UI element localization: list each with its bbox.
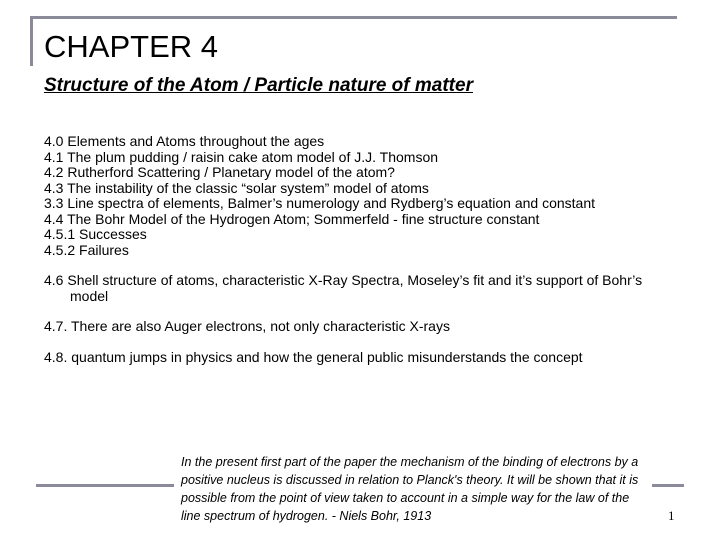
toc-item-4-7: 4.7. There are also Auger electrons, not only characteristic X-rays bbox=[44, 318, 450, 334]
footer-rule-left bbox=[36, 484, 174, 487]
slide-title: CHAPTER 4 bbox=[44, 29, 218, 64]
slide-subtitle: Structure of the Atom / Particle nature of matter bbox=[44, 75, 473, 96]
toc-item-4-0: 4.0 Elements and Atoms throughout the ages bbox=[44, 133, 325, 149]
toc-item-4-3: 4.3 The instability of the classic “solar system” model of atoms bbox=[44, 179, 429, 196]
page-number: 1 bbox=[668, 508, 675, 523]
table-of-contents bbox=[44, 134, 644, 365]
toc-item-4-5-1: 4.5.1 Successes bbox=[44, 226, 147, 242]
quote-text: In the present first part of the paper the mechanism of the binding of electrons by a positive nucleus is discussed in relation to Planck's theory. It will be shown that it is possible from the point of view taken to account in a simple way for the law of the line spectrum of hydrogen. bbox=[181, 455, 639, 523]
frame-left-line bbox=[30, 16, 33, 66]
toc-item-3-3: 3.3 Line spectra of elements, Balmer’s numerology and Rydberg’s equation and constant bbox=[44, 195, 596, 211]
toc-item-4-4: 4.4 The Bohr Model of the Hydrogen Atom; Sommerfeld - fine structure constant bbox=[44, 210, 540, 227]
toc-item-4-5-2: 4.5.2 Failures bbox=[44, 241, 129, 258]
frame-top-line bbox=[30, 16, 677, 19]
toc-item-4-2: 4.2 Rutherford Scattering / Planetary model of the atom? bbox=[44, 164, 395, 180]
toc-item-4-1: 4.1 The plum pudding / raisin cake atom model of J.J. Thomson bbox=[44, 148, 439, 165]
bohr-quote bbox=[181, 453, 651, 525]
toc-item-4-6: 4.6 Shell structure of atoms, characteristic X-Ray Spectra, Moseley’s fit and it’s support of Bohr’s model bbox=[44, 272, 643, 304]
footer-rule-right bbox=[652, 484, 684, 487]
toc-item-4-8: 4.8. quantum jumps in physics and how the general public misunderstands the concept bbox=[44, 348, 583, 365]
quote-attribution: - Niels Bohr, 1913 bbox=[328, 509, 432, 523]
